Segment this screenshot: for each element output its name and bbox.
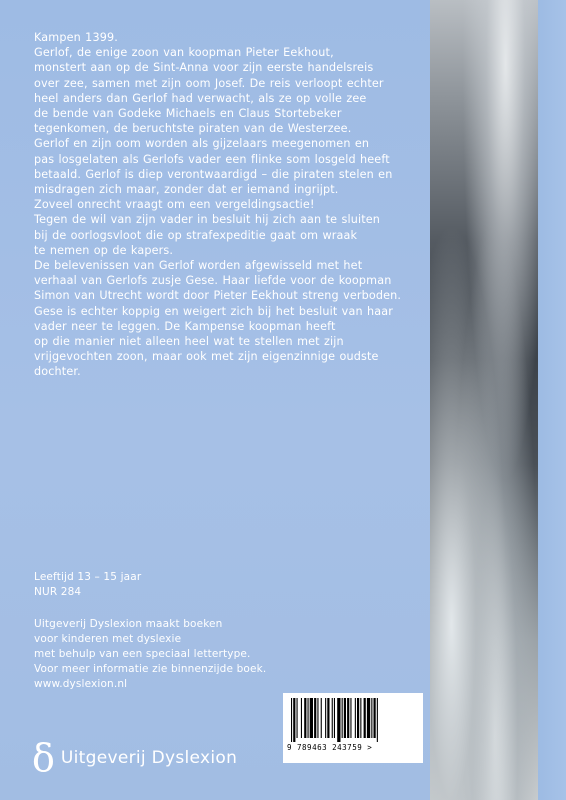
- barcode-bar: [310, 698, 313, 738]
- barcode-bar: [317, 698, 318, 738]
- blurb-line: Gerlof en zijn oom worden als gijzelaars meegenomen en: [34, 137, 370, 151]
- nur-code: NUR 284: [34, 586, 82, 598]
- blurb-line: Zoveel onrecht vraagt om een vergeldingsactie!: [34, 198, 315, 212]
- blurb-text: [34, 30, 430, 380]
- blurb-line: monstert aan op de Sint-Anna voor zijn eerste handelsreis: [34, 61, 374, 75]
- delta-logo-icon: δ: [32, 736, 55, 780]
- publisher-name: Uitgeverij Dyslexion: [60, 748, 238, 768]
- barcode-bar: [291, 698, 292, 742]
- barcode-bar: [355, 698, 356, 738]
- barcode-bar: [350, 698, 351, 738]
- blurb-line: op die manier niet alleen heel wat te stellen met zijn: [34, 335, 344, 349]
- barcode-bar: [364, 698, 366, 738]
- barcode-bar: [334, 698, 335, 738]
- barcode-bar: [301, 698, 302, 738]
- blurb-line: te nemen op de kapers.: [34, 243, 174, 257]
- blurb-line: de bende van Godeke Michaels en Claus Stortebeker: [34, 107, 342, 121]
- website-link[interactable]: www.dyslexion.nl: [34, 678, 128, 690]
- barcode-bar: [321, 698, 322, 738]
- barcode-bar: [347, 698, 349, 738]
- age-range: Leeftijd 13 – 15 jaar: [34, 571, 142, 583]
- publisher-info: [34, 617, 266, 692]
- info-line: Uitgeverij Dyslexion maakt boeken: [34, 618, 223, 630]
- barcode-bar: [360, 698, 361, 738]
- barcode-bar: [314, 698, 316, 738]
- blurb-line: heel anders dan Gerlof had verwacht, als ze op volle zee: [34, 91, 367, 105]
- barcode-bar: [327, 698, 329, 738]
- info-line: Voor meer informatie zie binnenzijde boek.: [34, 663, 267, 675]
- barcode-bar: [332, 698, 333, 738]
- blurb-line: vader neer te leggen. De Kampense koopman heeft: [34, 319, 336, 333]
- isbn-barcode: [283, 693, 423, 763]
- blurb-line: verhaal van Gerlofs zusje Gese. Haar liefde voor de koopman: [34, 274, 392, 288]
- stormy-sea-photo: [430, 0, 538, 800]
- barcode-bar: [308, 698, 309, 738]
- blurb-line: over zee, samen met zijn oom Josef. De reis verloopt echter: [34, 76, 384, 90]
- spine-edge: [538, 0, 566, 800]
- barcode-bar: [377, 698, 378, 742]
- blurb-line: bij de oorlogsvloot die op strafexpeditie gaat om wraak: [34, 228, 358, 242]
- blurb-line: tegenkomen, de beruchtste piraten van de Westerzee.: [34, 122, 352, 136]
- barcode-bar: [342, 698, 343, 738]
- blurb-line: Tegen de wil van zijn vader in besluit hij zich aan te sluiten: [34, 213, 381, 227]
- barcode-bar: [344, 698, 346, 738]
- age-info: [34, 570, 141, 600]
- blurb-line: pas losgelaten als Gerlofs vader een flinke som losgeld heeft: [34, 152, 390, 166]
- barcode-bar: [367, 698, 370, 738]
- barcode-bar: [325, 698, 326, 738]
- blurb-line: misdragen zich maar, zonder dat er iemand ingrijpt.: [34, 183, 339, 197]
- blurb-line: Gerlof, de enige zoon van koopman Pieter Eekhout,: [34, 46, 334, 60]
- barcode-bar: [293, 698, 295, 742]
- blurb-line: dochter.: [34, 365, 81, 379]
- barcode-bar: [371, 698, 372, 738]
- info-line: met behulp van een speciaal lettertype.: [34, 648, 251, 660]
- blurb-line: Simon van Utrecht wordt door Pieter Eekhout streng verboden.: [34, 289, 402, 303]
- barcode-bar: [337, 698, 340, 742]
- blurb-line: Kampen 1399.: [34, 31, 118, 44]
- barcode-bar: [357, 698, 359, 738]
- barcode-bars: [289, 698, 417, 742]
- blurb-line: Gese is echter koppig en weigert zich bij het besluit van haar: [34, 304, 394, 318]
- barcode-bar: [297, 698, 298, 738]
- barcode-bar: [374, 698, 376, 738]
- barcode-bar: [304, 698, 306, 738]
- blurb-line: betaald. Gerlof is diep verontwaardigd – die piraten stelen en: [34, 167, 393, 181]
- publisher-logo: [32, 738, 237, 778]
- barcode-digits: 9 789463 243759 >: [287, 743, 373, 752]
- info-line: voor kinderen met dyslexie: [34, 633, 182, 645]
- blurb-line: vrijgevochten zoon, maar ook met zijn eigenzinnige oudste: [34, 350, 379, 364]
- blurb-line: De belevenissen van Gerlof worden afgewisseld met het: [34, 259, 363, 273]
